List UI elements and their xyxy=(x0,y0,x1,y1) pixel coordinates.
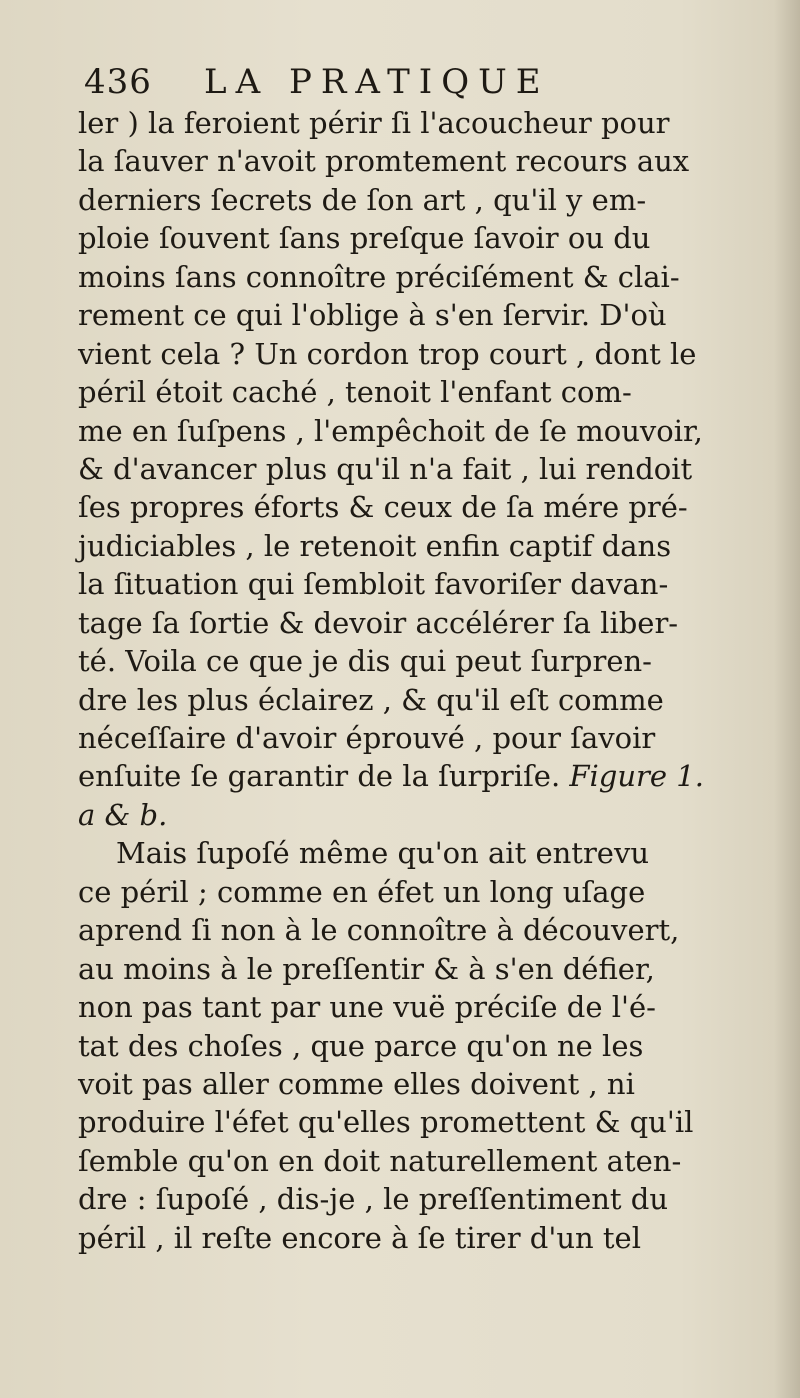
text-line: ſemble qu'on en doit naturellement aten- xyxy=(78,1143,682,1178)
text-line: voit pas aller comme elles doivent , ni xyxy=(78,1066,635,1101)
text-line: tage ſa ſortie & devoir accélérer ſa liber- xyxy=(78,605,679,640)
text-line: tat des choſes , que parce qu'on ne les xyxy=(78,1028,644,1063)
paragraph-first-line: Mais ſupoſé même qu'on ait entrevu xyxy=(116,836,650,871)
text-line: moins ſans connoître préciſément & clai- xyxy=(78,259,680,294)
page-number: 436 xyxy=(84,62,152,102)
text-line: non pas tant par une vuë préciſe de l'é- xyxy=(78,990,656,1025)
text-line: au moins à le preſſentir & à s'en défier, xyxy=(78,951,655,986)
text-line: ce péril ; comme en éfet un long uſage xyxy=(78,874,646,909)
text-line-with-figure-ref xyxy=(78,757,718,795)
text-line: rement ce qui l'oblige à s'en ſervir. D'où xyxy=(78,298,667,333)
text-line: ler ) la feroient périr ſi l'acoucheur pour xyxy=(78,106,670,140)
text-line: la ſituation qui ſembloit favoriſer davan- xyxy=(78,567,669,602)
body-text xyxy=(78,104,718,1257)
text-line: derniers ſecrets de ſon art , qu'il y em- xyxy=(78,182,647,217)
text-line: judiciables , le retenoit enfin captif dans xyxy=(78,528,672,563)
text-line: dre : ſupoſé , dis-je , le preſſentiment du xyxy=(78,1182,669,1217)
text-line: me en ſuſpens , l'empêchoit de ſe mouvoir, xyxy=(78,413,703,448)
text-line: péril étoit caché , tenoit l'enfant com- xyxy=(78,375,632,410)
text-line: aprend ſi non à le connoître à découvert, xyxy=(78,913,680,948)
page-edge-shadow xyxy=(774,0,800,1398)
page-header xyxy=(84,60,714,104)
text-line: ploie ſouvent ſans preſque ſavoir ou du xyxy=(78,221,651,256)
text-line: enſuite ſe garantir de la ſurpriſe. xyxy=(78,759,561,794)
text-line: ſes propres éforts & ceux de ſa mére pré- xyxy=(78,490,688,525)
text-line: vient cela ? Un cordon trop court , dont le xyxy=(78,336,697,371)
text-line: té. Voila ce que je dis qui peut ſurpren- xyxy=(78,644,652,679)
text-line: péril , il reſte encore à ſe tirer d'un tel xyxy=(78,1220,641,1255)
text-line: produire l'éfet qu'elles promettent & qu'il xyxy=(78,1105,694,1140)
figure-reference: Figure 1. xyxy=(569,759,704,794)
text-line: dre les plus éclairez , & qu'il eſt comme xyxy=(78,682,664,717)
text-line: la ſauver n'avoit promtement recours aux xyxy=(78,144,690,179)
figure-reference-continued: a & b. xyxy=(78,797,168,832)
running-title: LA PRATIQUE xyxy=(204,62,550,102)
text-line: néceſſaire d'avoir éprouvé , pour ſavoir xyxy=(78,721,656,755)
text-line: & d'avancer plus qu'il n'a fait , lui rendoit xyxy=(78,451,693,486)
